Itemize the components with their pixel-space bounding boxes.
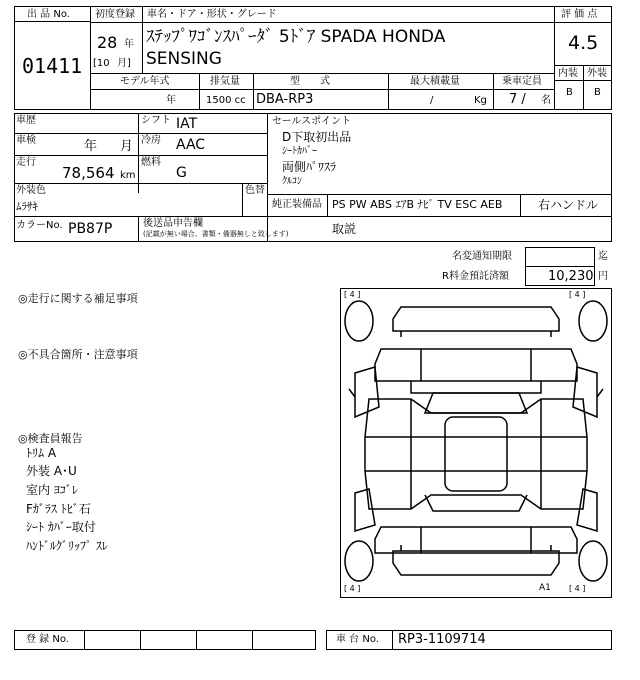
recycle-label: R料金預託済額: [442, 271, 509, 282]
lot-no: 01411: [22, 54, 83, 78]
recycle-unit: 円: [598, 271, 608, 282]
car-name-box: [142, 6, 555, 74]
lot-no-label-box: [14, 6, 91, 22]
sales-points-box: [267, 113, 612, 195]
reg-no-label: 登 録 No.: [26, 634, 69, 645]
reg-month-unit: 月]: [117, 58, 131, 69]
capacity: 7 /: [509, 92, 526, 107]
model: DBA-RP3: [256, 92, 314, 107]
first-reg-label: 初度登録: [95, 9, 135, 20]
displacement-label: 排気量: [210, 76, 240, 87]
fuel: G: [176, 165, 187, 181]
name-change-label: 名変通知期限: [452, 251, 512, 262]
docs-label: 後送品申告欄: [143, 218, 203, 229]
sales-point-2: ｼｰﾄｶﾊﾞｰ: [282, 146, 317, 157]
inspector-line-2: 外装 A･U: [26, 464, 77, 478]
inspector-line-5: ｼｰﾄ ｶﾊﾞｰ取付: [26, 520, 96, 534]
inspector-line-6: ﾊﾝﾄﾞﾙｸﾞﾘｯﾌﾟ ｽﾚ: [26, 539, 108, 553]
chassis-label: 車 台 No.: [336, 634, 379, 645]
shift: IAT: [176, 116, 198, 132]
inspector-line-4: Fｶﾞﾗｽ ﾄﾋﾞ石: [26, 502, 91, 516]
reg-month: [10: [93, 58, 110, 69]
color-change-label: 色替: [245, 185, 265, 196]
inspector-line-3: 室内 ﾖｺﾞﾚ: [26, 483, 78, 497]
manual: 取説: [332, 222, 357, 236]
fuel-label: 燃料: [141, 157, 161, 168]
inspector-label: ◎検査員報告: [18, 432, 83, 445]
first-reg-box: [90, 6, 143, 74]
tire-top-left: [ 4 ]: [344, 290, 361, 299]
docs-note: (記載が無い場合、書類・備器無しと致します): [143, 230, 289, 238]
inspector-line-1: ﾄﾘﾑ A: [26, 446, 57, 460]
name-change-box: [525, 247, 595, 267]
reg-year-unit: 年: [124, 39, 134, 50]
max-load-slash: /: [430, 95, 434, 106]
ac: AAC: [176, 137, 206, 153]
exterior-grade: B: [594, 87, 601, 98]
capacity-label: 乗車定員: [502, 76, 542, 87]
mileage-label: 走行: [16, 157, 36, 168]
model-year-label: モデル年式: [120, 76, 170, 87]
name-change-unit: 迄: [598, 251, 608, 262]
tire-bottom-left: [ 4 ]: [344, 584, 361, 593]
displacement: 1500 cc: [206, 95, 246, 106]
shift-label: シフト: [141, 115, 171, 126]
max-load-label: 最大積載量: [410, 76, 460, 87]
car-name-line1: ｽﾃｯﾌﾟﾜｺﾞﾝｽﾊﾟｰﾀﾞ 5ﾄﾞｱ SPADA HONDA: [146, 27, 446, 47]
exterior-label: 外装: [587, 68, 607, 79]
car-name-label: 車名・ドア・形状・グレード: [147, 9, 277, 20]
car-name-line2: SENSING: [146, 49, 222, 69]
sales-points-label: セールスポイント: [272, 116, 352, 127]
inspection-month: 月: [120, 139, 134, 154]
defects-label: ◎不具合箇所・注意事項: [18, 348, 138, 361]
steering: 右ハンドル: [538, 198, 599, 212]
car-diagram: [340, 288, 612, 598]
sales-point-1: D下取初出品: [282, 130, 352, 144]
tire-top-right: [ 4 ]: [569, 290, 586, 299]
model-label: 型 式: [290, 76, 330, 87]
equipment: PS PW ABS ｴｱB ﾅﾋﾞ TV ESC AEB: [332, 198, 503, 211]
model-year-unit: 年: [166, 95, 176, 106]
capacity-unit: 名: [541, 95, 551, 106]
chassis-no: RP3-1109714: [398, 632, 486, 647]
score-label: 評 価 点: [561, 9, 598, 20]
ac-label: 冷房: [141, 135, 161, 146]
max-load-unit: Kg: [474, 95, 487, 106]
tire-bottom-right: [ 4 ]: [569, 584, 586, 593]
driving-remarks-label: ◎走行に関する補足事項: [18, 292, 138, 305]
sales-point-3: 両側ﾊﾟﾜｽﾗ: [282, 160, 337, 174]
score: 4.5: [568, 32, 599, 54]
ext-color-label: 外装色: [16, 185, 46, 196]
inspection-label: 車検: [16, 135, 36, 146]
inspection-year: 年: [84, 139, 98, 154]
sales-point-4: ｸﾙｺﾝ: [282, 176, 302, 187]
color-no: PB87P: [68, 221, 113, 237]
mileage: 78,564: [62, 164, 115, 182]
lot-no-label: 出 品 No.: [27, 9, 70, 20]
interior-label: 内装: [558, 68, 578, 79]
mileage-unit: km: [120, 170, 136, 181]
damage-mark-a1: A1: [539, 583, 551, 593]
ext-color: ﾑﾗｻｷ: [16, 200, 38, 213]
color-no-label: カラーNo.: [16, 220, 63, 231]
history-label: 車歴: [16, 115, 36, 126]
recycle-amount: 10,230: [548, 269, 594, 284]
reg-year: 28: [97, 33, 118, 52]
manual-box: [267, 216, 612, 242]
lot-no-box: [14, 21, 91, 110]
interior-grade: B: [566, 87, 573, 98]
equipment-label: 純正装備品: [272, 199, 322, 210]
recycle-box: [525, 266, 595, 286]
car-outline-svg: [341, 289, 611, 597]
